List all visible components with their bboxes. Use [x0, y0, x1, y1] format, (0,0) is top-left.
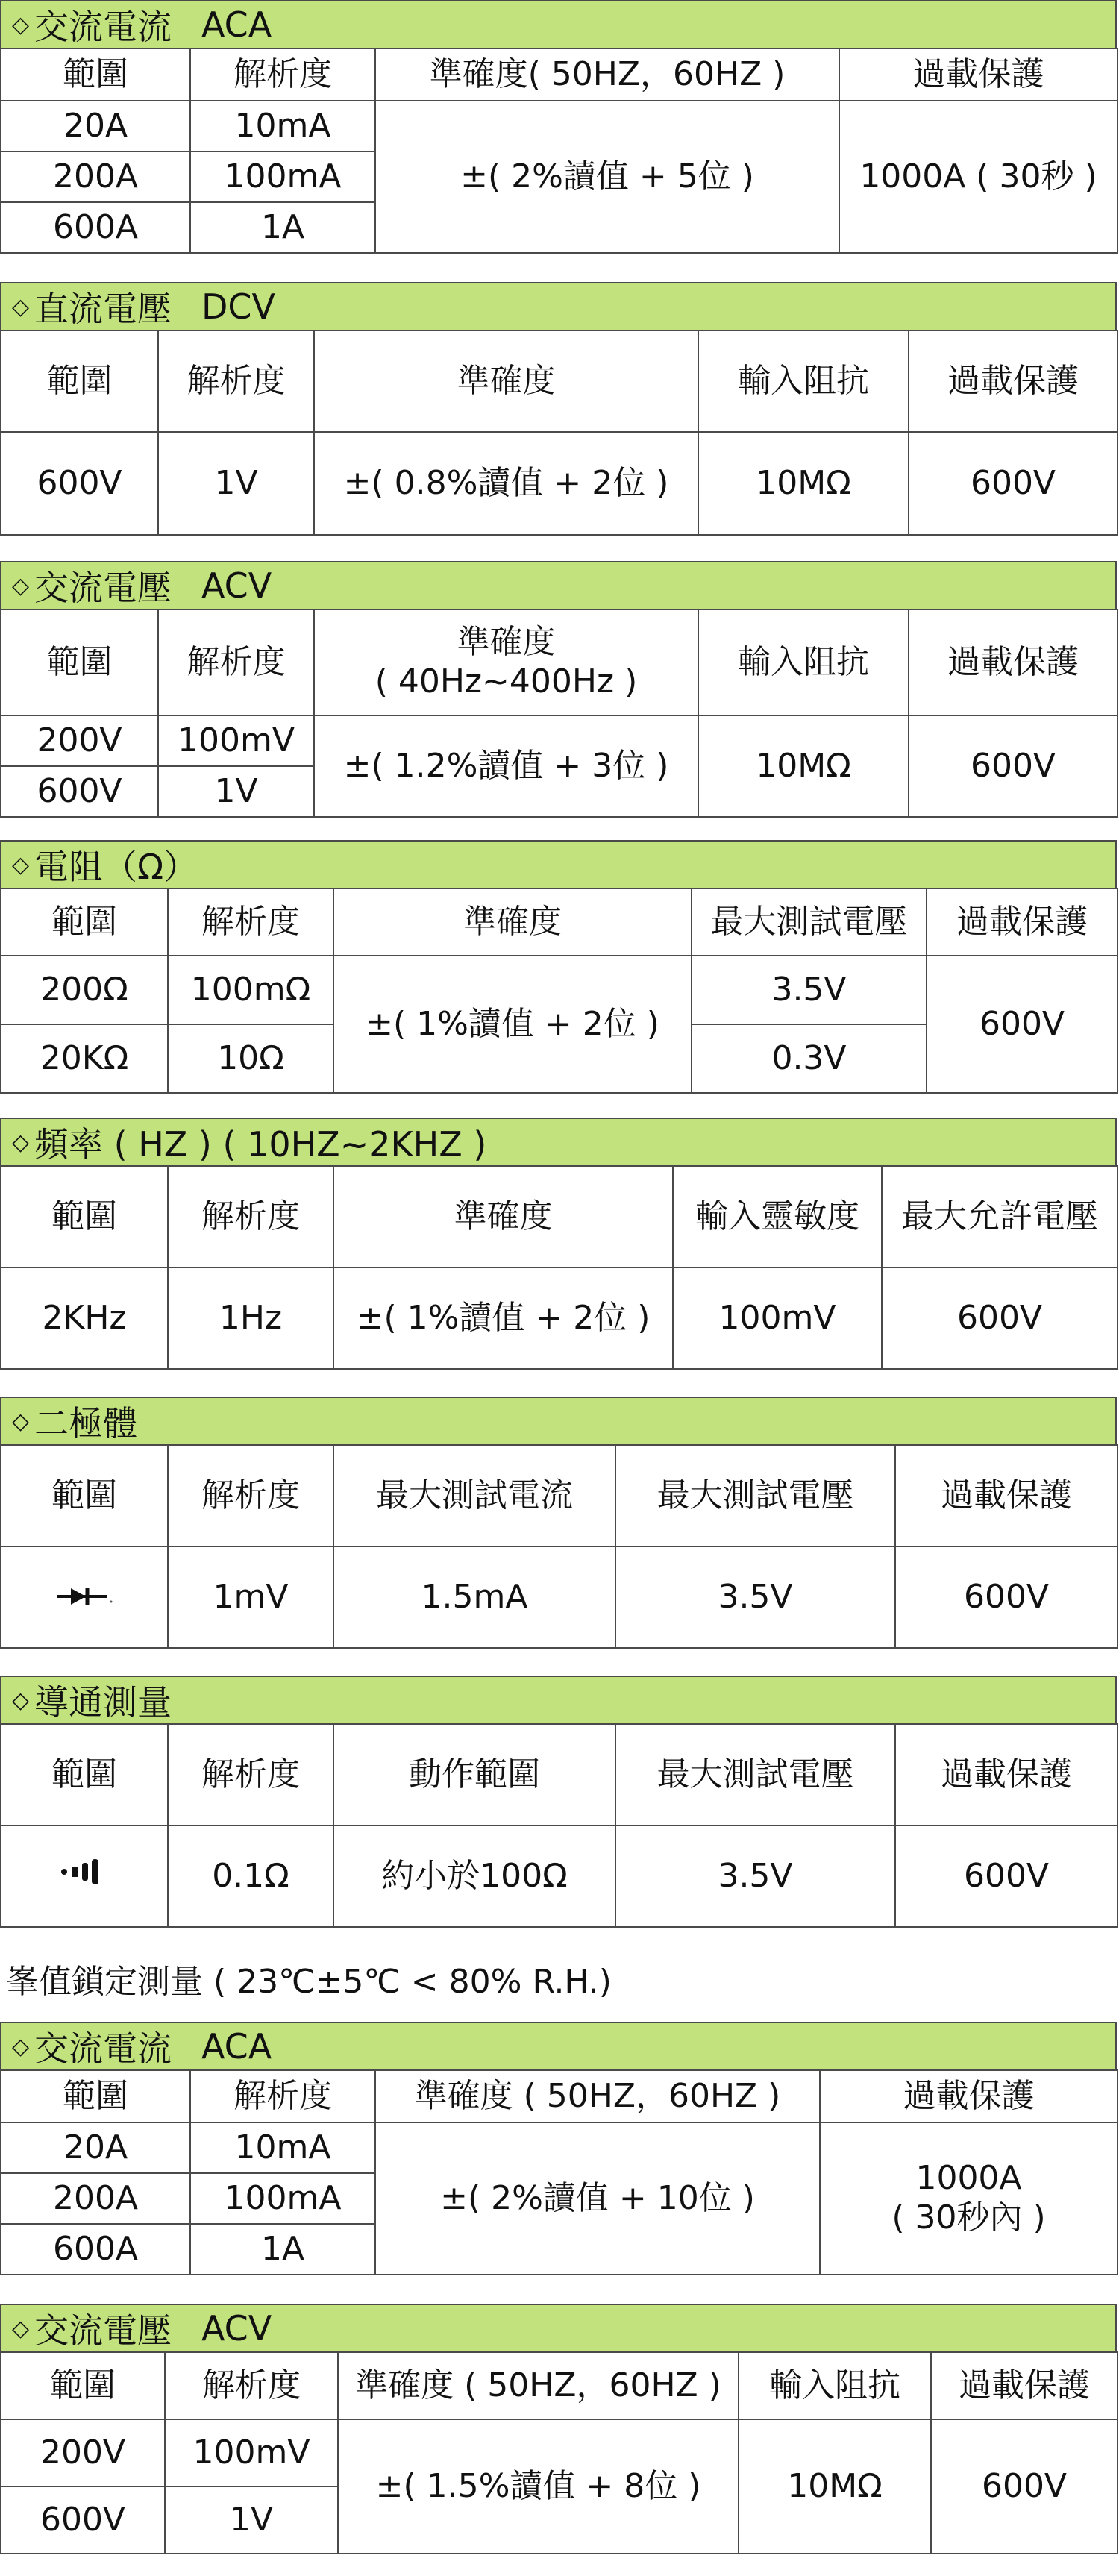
protection-line: ( 30秒內 ) [891, 2199, 1046, 2237]
section-title-en: ACV [201, 565, 272, 606]
section-title-en: DCV [201, 286, 276, 327]
header-cell: 準確度 [333, 889, 692, 956]
resolution-cell: 1V [158, 432, 314, 535]
header-cell: 過載保護 [895, 1445, 1118, 1546]
resolution-cell: 100mΩ [168, 956, 333, 1024]
impedance-cell: 10MΩ [698, 715, 909, 817]
section-title: 交流電壓 [34, 2310, 172, 2351]
section-header-diode [0, 1397, 1117, 1446]
table-row [1, 2419, 1118, 2486]
accuracy-cell: ±( 0.8%讀值 + 2位 ) [314, 432, 698, 535]
protection-cell: 600V [931, 2419, 1118, 2554]
section-header-continuity [0, 1676, 1117, 1725]
range-cell: 20A [1, 2122, 190, 2173]
diode-icon [54, 1585, 114, 1608]
header-cell: 最大測試電流 [333, 1445, 615, 1546]
operating-range-cell: 約小於100Ω [333, 1826, 615, 1927]
protection-cell: 600V [909, 715, 1118, 817]
diamond-icon: ◇ [12, 572, 30, 599]
diamond-icon: ◇ [12, 1408, 30, 1435]
table-header-row [1, 2352, 1118, 2419]
range-cell: 20KΩ [1, 1024, 168, 1093]
header-cell: 最大測試電壓 [615, 1724, 895, 1826]
header-cell: 最大允許電壓 [882, 1166, 1118, 1267]
range-cell [1, 1826, 168, 1927]
resolution-cell: 10Ω [168, 1024, 333, 1093]
table-row [1, 715, 1118, 766]
range-cell: 200Ω [1, 956, 168, 1024]
header-cell: 範圍 [1, 330, 158, 432]
header-cell: 範圍 [1, 1166, 168, 1267]
section-title-en: ACV [201, 2308, 272, 2348]
spec-table-diode [0, 1444, 1118, 1649]
range-cell: 200V [1, 2419, 165, 2486]
range-cell: 600A [1, 2224, 190, 2275]
header-cell: 解析度 [168, 1724, 333, 1826]
test-current-cell: 1.5mA [333, 1546, 615, 1648]
resolution-cell: 1V [158, 766, 314, 817]
resolution-cell: 1Hz [168, 1267, 333, 1369]
test-voltage-cell: 0.3V [692, 1024, 927, 1093]
range-cell: 20A [1, 101, 190, 151]
resolution-cell: 1A [190, 202, 375, 253]
protection-line: 1000A [915, 2159, 1022, 2198]
spec-table-continuity [0, 1723, 1118, 1928]
diamond-icon: ◇ [12, 1129, 30, 1156]
table-row [1, 2122, 1118, 2173]
header-cell: 範圍 [1, 609, 158, 715]
section-title-en: ACA [201, 2026, 272, 2066]
accuracy-cell: ±( 1%讀值 + 2位 ) [333, 956, 692, 1093]
peak-spec-table-aca [0, 2069, 1118, 2275]
section-header-acv [0, 561, 1117, 610]
table-row [1, 956, 1118, 1024]
range-cell: 600V [1, 432, 158, 535]
header-cell: 準確度 [333, 1166, 673, 1267]
header-cell: 過載保護 [839, 48, 1118, 101]
header-cell: 準確度 ( 50HZ，60HZ ) [338, 2352, 739, 2419]
resolution-cell: 10mA [190, 101, 375, 151]
section-header-frequency [0, 1118, 1117, 1167]
resolution-cell: 0.1Ω [168, 1826, 333, 1927]
section-title: 頻率 ( HZ ) ( 10HZ~2KHZ ) [34, 1124, 487, 1165]
section-title: 交流電流 [34, 2028, 172, 2069]
section-title: 直流電壓 [34, 289, 172, 329]
peak-section-header-aca [0, 2022, 1117, 2071]
diamond-icon: ◇ [12, 293, 30, 320]
accuracy-cell: ±( 2%讀值 + 5位 ) [375, 101, 839, 253]
test-voltage-cell: 3.5V [615, 1546, 895, 1648]
header-cell: 解析度 [190, 48, 375, 101]
table-header-row [1, 1724, 1118, 1826]
peak-section-header-acv [0, 2304, 1117, 2353]
protection-cell: 600V [895, 1826, 1118, 1927]
header-cell: 範圍 [1, 2352, 165, 2419]
sensitivity-cell: 100mV [673, 1267, 882, 1369]
header-cell: 輸入阻抗 [698, 609, 909, 715]
range-cell: 600V [1, 766, 158, 817]
table-header-row [1, 609, 1118, 715]
header-cell: 動作範圍 [333, 1724, 615, 1826]
header-cell: 解析度 [190, 2070, 375, 2122]
header-cell: 範圍 [1, 2070, 190, 2122]
header-cell: 過載保護 [895, 1724, 1118, 1826]
diamond-icon: ◇ [12, 11, 30, 38]
header-cell: 過載保護 [927, 889, 1118, 956]
table-header-row [1, 48, 1118, 101]
max-voltage-cell: 600V [882, 1267, 1118, 1369]
spec-table-frequency [0, 1165, 1118, 1370]
header-cell: 解析度 [168, 1445, 333, 1546]
header-cell: 準確度( 50HZ，60HZ ) [375, 48, 839, 101]
impedance-cell: 10MΩ [739, 2419, 931, 2554]
header-cell: 過載保護 [931, 2352, 1118, 2419]
section-header-aca [0, 0, 1117, 49]
table-header-row [1, 330, 1118, 432]
diamond-icon: ◇ [12, 2033, 30, 2060]
protection-cell [820, 2122, 1118, 2275]
header-cell: 範圍 [1, 1724, 168, 1826]
header-cell: 解析度 [158, 330, 314, 432]
diamond-icon: ◇ [12, 2315, 30, 2342]
spec-table-acv [0, 609, 1118, 818]
accuracy-cell: ±( 2%讀值 + 10位 ) [375, 2122, 820, 2275]
protection-cell: 1000A ( 30秒 ) [839, 101, 1118, 253]
diamond-icon: ◇ [12, 851, 30, 878]
header-cell: 輸入靈敏度 [673, 1166, 882, 1267]
table-header-row [1, 2070, 1118, 2122]
table-header-row [1, 889, 1118, 956]
range-cell [1, 1546, 168, 1648]
protection-cell: 600V [909, 432, 1118, 535]
diamond-icon: ◇ [12, 1687, 30, 1714]
resolution-cell: 1mV [168, 1546, 333, 1648]
resolution-cell: 1V [165, 2486, 338, 2554]
header-cell: 最大測試電壓 [692, 889, 927, 956]
protection-cell: 600V [895, 1546, 1118, 1648]
section-header-resistance [0, 840, 1117, 889]
section-title-en: ACA [201, 4, 272, 45]
table-row [1, 101, 1118, 151]
header-cell: 最大測試電壓 [615, 1445, 895, 1546]
header-cell: 過載保護 [909, 330, 1118, 432]
test-voltage-cell: 3.5V [615, 1826, 895, 1927]
spec-table-aca [0, 48, 1118, 254]
section-title: 導通測量 [34, 1682, 172, 1723]
accuracy-cell: ±( 1%讀值 + 2位 ) [333, 1267, 673, 1369]
header-cell: 範圍 [1, 1445, 168, 1546]
peak-hold-note: 峯值鎖定測量 ( 23℃±5℃ < 80% R.H.) [6, 1963, 612, 2001]
header-cell: 範圍 [1, 889, 168, 956]
header-cell: 解析度 [165, 2352, 338, 2419]
accuracy-cell: ±( 1.5%讀值 + 8位 ) [338, 2419, 739, 2554]
range-cell: 600A [1, 202, 190, 253]
protection-cell: 600V [927, 956, 1118, 1093]
resolution-cell: 100mA [190, 2173, 375, 2224]
spec-table-resistance [0, 888, 1118, 1094]
accuracy-cell: ±( 1.2%讀值 + 3位 ) [314, 715, 698, 817]
resolution-cell: 1A [190, 2224, 375, 2275]
resolution-cell: 10mA [190, 2122, 375, 2173]
table-row [1, 1546, 1118, 1648]
resolution-cell: 100mV [158, 715, 314, 766]
peak-spec-table-acv [0, 2351, 1118, 2554]
table-header-row [1, 1166, 1118, 1267]
section-title: 交流電壓 [34, 568, 172, 608]
range-cell: 200A [1, 2173, 190, 2224]
section-header-dcv [0, 282, 1117, 331]
header-cell: 輸入阻抗 [739, 2352, 931, 2419]
table-row [1, 1826, 1118, 1927]
resolution-cell: 100mV [165, 2419, 338, 2486]
header-cell: 解析度 [168, 889, 333, 956]
buzzer-icon [58, 1857, 110, 1887]
header-cell: 輸入阻抗 [698, 330, 909, 432]
section-title: 二極體 [34, 1403, 137, 1444]
impedance-cell: 10MΩ [698, 432, 909, 535]
header-accuracy-range: ( 40Hz~400Hz ) [374, 662, 638, 701]
header-cell [314, 609, 698, 715]
header-cell: 解析度 [158, 609, 314, 715]
header-cell: 解析度 [168, 1166, 333, 1267]
table-row [1, 1267, 1118, 1369]
header-cell: 過載保護 [909, 609, 1118, 715]
section-title: 交流電流 [34, 7, 172, 47]
spec-table-dcv [0, 330, 1118, 536]
section-title: 電阻（Ω） [34, 847, 198, 887]
resolution-cell: 100mA [190, 151, 375, 202]
range-cell: 200V [1, 715, 158, 766]
range-cell: 600V [1, 2486, 165, 2554]
header-cell: 準確度 [314, 330, 698, 432]
table-row [1, 432, 1118, 535]
header-cell: 過載保護 [820, 2070, 1118, 2122]
header-cell: 範圍 [1, 48, 190, 101]
header-cell: 準確度 ( 50HZ，60HZ ) [375, 2070, 820, 2122]
test-voltage-cell: 3.5V [692, 956, 927, 1024]
table-header-row [1, 1445, 1118, 1546]
range-cell: 200A [1, 151, 190, 202]
range-cell: 2KHz [1, 1267, 168, 1369]
header-accuracy: 準確度 [457, 623, 556, 662]
